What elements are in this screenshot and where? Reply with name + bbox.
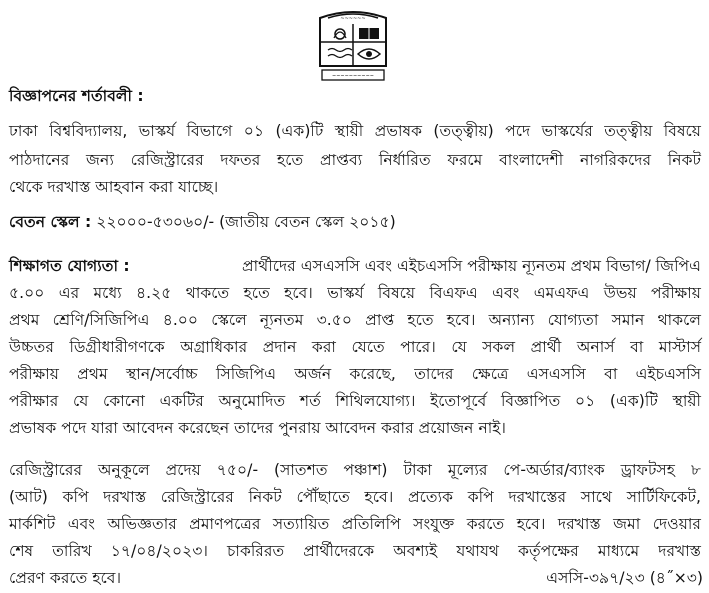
university-logo xyxy=(314,8,392,88)
fee-line: প্রেরণ করতে হবে। xyxy=(9,569,122,587)
qualification-line: পরীক্ষার যে কোনো একটির অনুমোদিত শর্ত শিথিলযোগ্য। ইতোপূর্বে বিজ্ঞাপিত ০১ (এক)টি স্থায়ী xyxy=(9,392,701,410)
fee-line: (আট) কপি দরখাস্ত রেজিস্ট্রারের নিকট পৌঁছাতে হবে। প্রত্যেক কপি দরখাস্তের সাথে সার্টিফিকেট, xyxy=(9,488,701,506)
intro-line: পাঠদানের জন্য রেজিস্ট্রারের দফতর হতে প্রাপ্তব্য নির্ধারিত ফরমে বাংলাদেশী নাগরিকদের নিকট xyxy=(9,151,701,169)
salary-label: বেতন স্কেল : xyxy=(9,213,92,231)
qualification-first-line xyxy=(9,256,701,276)
salary-value: ২২০০০-৫৩০৬০/- (জাতীয় বেতন স্কেল ২০১৫) xyxy=(96,213,396,231)
qualification-line: উচ্চতর ডিগ্রীধারীগণকে অগ্রাধিকার প্রদান করা যেতে পারে। যে সকল প্রার্থী অনার্স বা মাস্টার্স xyxy=(9,338,701,356)
fee-line: মার্কশিট এবং অভিজ্ঞতার প্রমাণপত্রের সত্যায়িত প্রতিলিপি সংযুক্ত করতে হবে। দরখাস্ত জমা দেওয়ার xyxy=(9,515,701,533)
fee-line: রেজিস্ট্রারের অনুকূলে প্রদেয় ৭৫০/- (সাতশত পঞ্চাশ) টাকা মূল্যের পে-অর্ডার/ব্যাংক ড্রাফটসহ ৮ xyxy=(9,461,701,479)
intro-line: ঢাকা বিশ্ববিদ্যালয়, ভাস্কর্য বিভাগে ০১ (এক)টি স্থায়ী প্রভাষক (তত্ত্বীয়) পদে ভাস্কর্যের তত্ত্বীয় বিষয়ে xyxy=(9,122,701,140)
salary-line xyxy=(9,212,396,232)
dhaka-university-crest-icon xyxy=(314,8,392,88)
svg-text:~~~~~~: ~~~~~~ xyxy=(340,16,366,22)
qualification-line: প্রার্থীদের এসএসসি এবং এইচএসসি পরীক্ষায় ন্যূনতম প্রথম বিভাগ/ জিপিএ xyxy=(241,257,701,275)
reference-code: এসসি-৩৯৭/২৩ (৪˝×৩) xyxy=(546,569,703,587)
qualification-line: প্রথম শ্রেণি/সিজিপিএ ৪.০০ স্কেলে ন্যূনতম ৩.৫০ প্রাপ্ত হতে হবে। অন্যান্য যোগ্যতা সমান থাকলে xyxy=(9,311,701,329)
fee-line: শেষ তারিখ ১৭/০৪/২০২৩। চাকরিরত প্রার্থীদেরকে অবশ্যই যথাযথ কর্তৃপক্ষের মাধ্যমে দরখাস্ত xyxy=(9,542,701,560)
svg-text:~~~~~~~~~~: ~~~~~~~~~~ xyxy=(332,73,374,80)
qualification-line: প্রভাষক পদে যারা আবেদন করেছেন তাদের পুনরায় আবেদন করার প্রয়োজন নাই। xyxy=(9,419,506,437)
qualification-label: শিক্ষাগত যোগ্যতা : xyxy=(9,257,130,275)
notice-heading: বিজ্ঞাপনের শর্তাবলী : xyxy=(9,87,144,105)
qualification-line: পরীক্ষায় প্রথম স্থান/সর্বোচ্চ সিজিপিএ অর্জন করেছে, তাদের ক্ষেত্রে এসএসসি বা এইচএসসি xyxy=(9,365,701,383)
intro-line: থেকে দরখাস্ত আহবান করা যাচ্ছে। xyxy=(9,178,219,196)
qualification-line: ৫.০০ এর মধ্যে ৪.২৫ থাকতে হতে হবে। ভাস্কর্য বিষয়ে বিএফএ এবং এমএফএ উভয় পরীক্ষায় xyxy=(9,284,701,302)
